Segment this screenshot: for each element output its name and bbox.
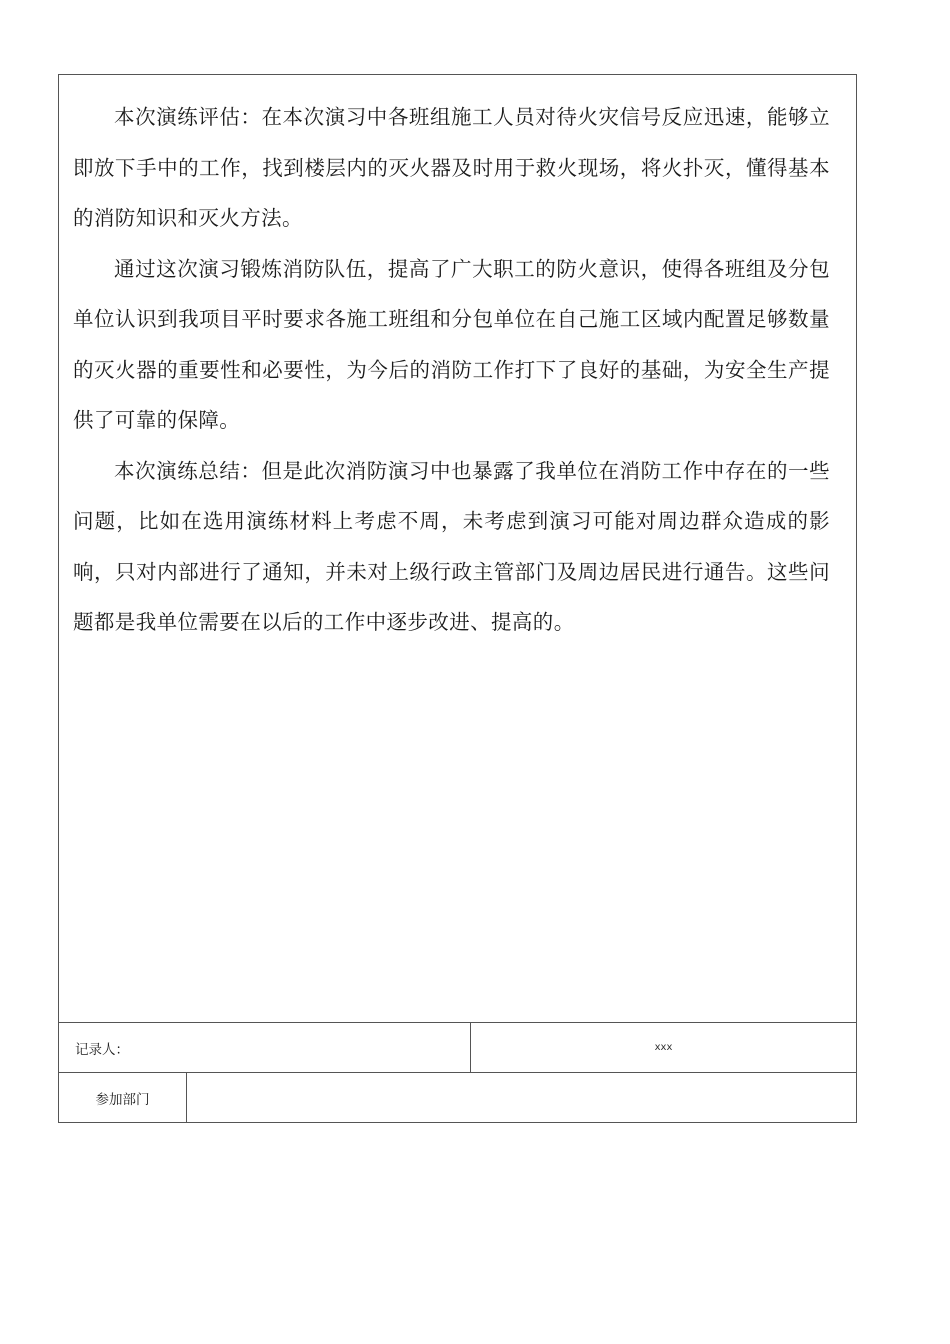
department-label-cell: [59, 1073, 187, 1122]
department-row: [59, 1073, 856, 1122]
department-value-cell: [187, 1073, 856, 1122]
drill-record-form: [58, 74, 857, 1123]
recorder-value-cell: [471, 1023, 856, 1072]
assessment-paragraph: 本次演练评估：在本次演习中各班组施工人员对待火灾信号反应迅速，能够立即放下手中的工作，找到楼层内的灭火器及时用于救火现场，将火扑灭，懂得基本的消防知识和灭火方法。: [73, 105, 830, 230]
recorder-label-cell: [59, 1023, 471, 1072]
summary-paragraph: 本次演练总结：但是此次消防演习中也暴露了我单位在消防工作中存在的一些问题，比如在选用演练材料上考虑不周，未考虑到演习可能对周边群众造成的影响，只对内部进行了通知，并未对上级行政主管部门及周边居民进行通告。这些问题都是我单位需要在以后的工作中逐步改进、提高的。: [73, 458, 830, 634]
impact-paragraph: 通过这次演习锻炼消防队伍，提高了广大职工的防火意识，使得各班组及分包单位认识到我项目平时要求各施工班组和分包单位在自己施工区域内配置足够数量的灭火器的重要性和必要性，为今后的消防工作打下了良好的基础，为安全生产提供了可靠的保障。: [73, 256, 830, 432]
recorder-row: [59, 1023, 856, 1073]
recorder-label: 记录人：: [75, 1041, 129, 1058]
department-label: 参加部门: [95, 1091, 150, 1108]
assessment-content-cell: [59, 75, 856, 1023]
recorder-value: xxx: [654, 1042, 673, 1053]
